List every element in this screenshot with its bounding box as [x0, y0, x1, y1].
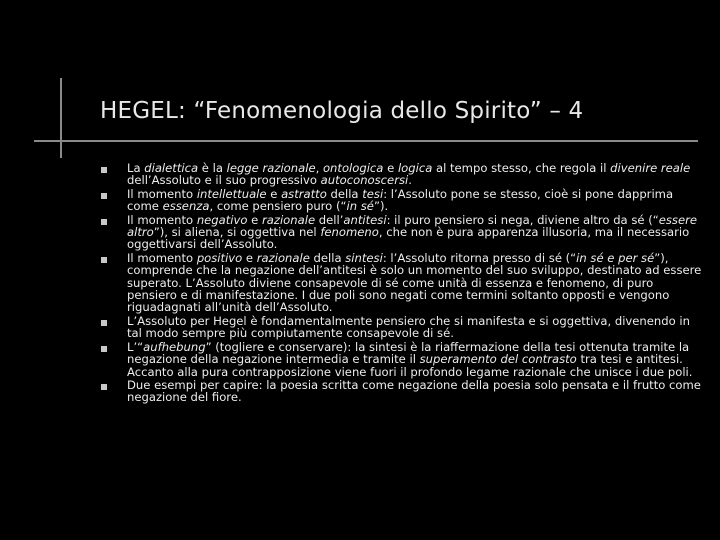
text: . [408, 173, 412, 188]
italic-text: intellettuale [196, 186, 267, 201]
italic-text: razionale [256, 250, 310, 265]
bullet-list [95, 162, 703, 405]
text: ” (togliere e conservare): la sintesi è la riaffermazione della tesi ottenuta tramite la negazione della negazione intermedia e tramite il [127, 339, 690, 367]
slide-title: HEGEL: “Fenomenologia dello Spirito” – 4 [100, 98, 584, 124]
italic-text: dialettica [144, 161, 199, 175]
text: : il puro pensiero si nega, diviene altro da sé (“ [386, 212, 659, 227]
text: : l’Assoluto ritorna presso di sé (“ [382, 250, 577, 265]
text: della [326, 186, 363, 201]
italic-text: positivo [196, 250, 243, 265]
bullet-item [95, 162, 703, 187]
square-bullet-icon [101, 219, 107, 225]
bullet-item [95, 252, 703, 314]
italic-text: autoconoscersi [320, 173, 409, 188]
square-bullet-icon [101, 193, 107, 199]
italic-text: astratto [281, 186, 327, 201]
text: e [266, 186, 282, 201]
text: al tempo stesso, che regola il [432, 161, 611, 175]
italic-text: legge razionale [226, 161, 316, 175]
square-bullet-icon [101, 257, 107, 263]
text: e [242, 250, 257, 265]
italic-text: sintesi [345, 250, 383, 265]
italic-text: divenire reale [610, 161, 691, 175]
square-bullet-icon [101, 346, 107, 352]
text: La [127, 161, 145, 175]
italic-text: aufhebung [143, 339, 206, 354]
square-bullet-icon [101, 320, 107, 326]
text: è la [198, 161, 227, 175]
text: L’Assoluto per Hegel è fondamentalmente pensiero che si manifesta e si oggettiva, divenendo in tal modo sempre più compiutamente consapevole di sé. [127, 313, 690, 341]
bullet-item [95, 214, 703, 251]
text: ”). [373, 199, 389, 214]
text: ”), comprende che la negazione dell’antitesi è solo un momento del suo sviluppo, destinato ad essere superato. L’Assoluto diviene consapevole di sé come unità di essenza e fenomeno, di puro pensiero e di manifestazione. I due poli sono negati come termini soltanto opposti e vengono riguadagnati all’unità dell’Assoluto. [127, 250, 702, 315]
vertical-accent-line [60, 78, 62, 158]
text: , che non è pura apparenza illusoria, ma il necessario oggettivarsi dell’Assoluto. [127, 225, 690, 252]
text: , come pensiero puro (“ [209, 199, 347, 214]
text: della [309, 250, 346, 265]
bullet-item [95, 315, 703, 340]
italic-text: in sé [346, 199, 374, 214]
italic-text: in sé e per sé [576, 250, 655, 265]
text: e [247, 212, 262, 227]
italic-text: logica [397, 161, 433, 175]
italic-text: antitesi [343, 212, 387, 227]
italic-text: razionale [262, 212, 316, 227]
bullet-item [95, 188, 703, 213]
italic-text: negativo [196, 212, 248, 227]
bullet-item [95, 341, 703, 378]
italic-text: superamento del contrasto [419, 352, 577, 367]
italic-text: essere altro [127, 212, 697, 240]
italic-text: ontologica [322, 161, 384, 175]
text: L’“ [127, 339, 144, 354]
text: dell’Assoluto e il suo progressivo [127, 173, 321, 188]
square-bullet-icon [101, 167, 107, 173]
horizontal-accent-line [34, 140, 698, 142]
text: , [315, 161, 323, 175]
text: dell’ [315, 212, 344, 227]
text: Il momento [127, 250, 197, 265]
italic-text: fenomeno [320, 225, 379, 240]
text: Due esempi per capire: la poesia scritta come negazione della poesia solo pensata e il frutto come negazione del fiore. [127, 377, 701, 405]
bullet-item [95, 379, 703, 404]
text: e [383, 161, 398, 175]
text: ”), si aliena, si oggettiva nel [153, 225, 321, 240]
text: tra tesi e antitesi. Accanto alla pura contrapposizione viene fuori il profondo legame razionale che unisce i due poli. [127, 352, 693, 379]
italic-text: tesi [362, 186, 384, 201]
text: Il momento [127, 186, 197, 201]
text: Il momento [127, 212, 197, 227]
text: : l’Assoluto pone se stesso, cioè si pone dapprima come [127, 186, 674, 214]
italic-text: essenza [162, 199, 210, 214]
square-bullet-icon [101, 384, 107, 390]
